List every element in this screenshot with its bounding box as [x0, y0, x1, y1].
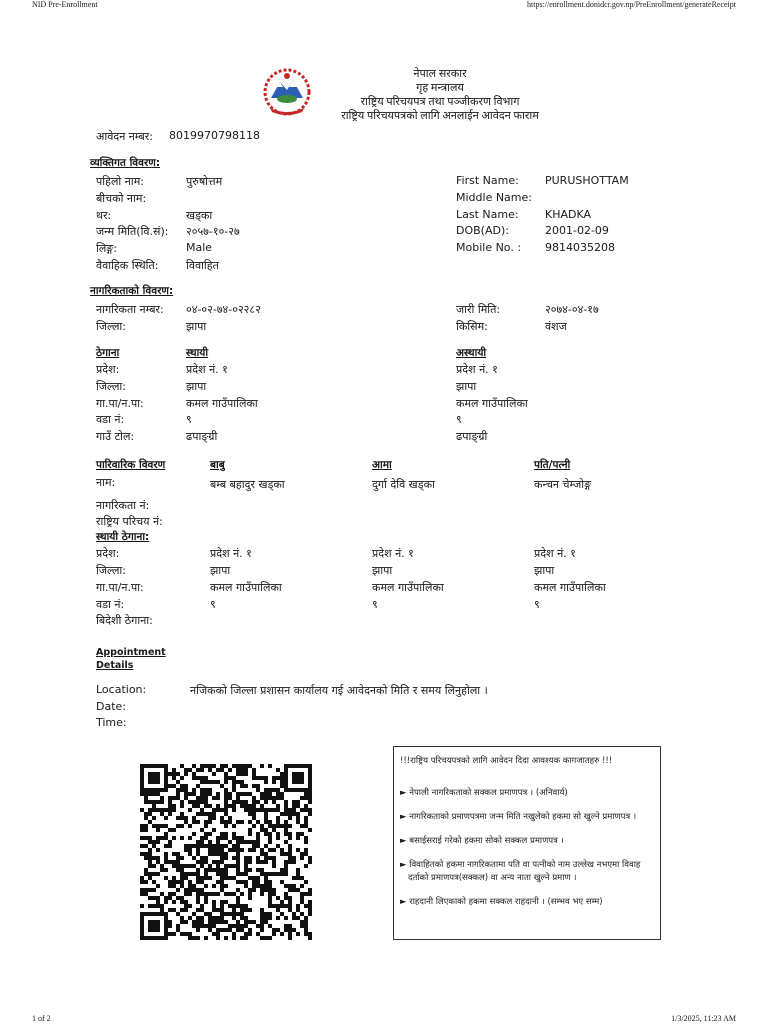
- heading-department: राष्ट्रिय परिचयपत्र तथा पञ्जीकरण विभाग: [360, 96, 520, 108]
- dob-ad: 2001-02-09: [545, 224, 609, 237]
- date-label: Date:: [96, 700, 126, 713]
- address-tole-label: गाउँ टोल:: [96, 430, 135, 443]
- issue-date-label: जारी मिति:: [456, 303, 501, 316]
- appointment-location: नजिकको जिल्ला प्रशासन कार्यालय गई आवेदनको मिति र समय लिनुहोला ।: [190, 684, 488, 697]
- mother-name: दुर्गा देवि खड्का: [372, 478, 435, 491]
- gender-label: लिङ्ग:: [96, 242, 117, 255]
- issue-date: २०७४-०४-१७: [545, 303, 599, 316]
- application-number-label: आवेदन नम्बर:: [96, 130, 153, 143]
- spouse-ward: ९: [534, 598, 540, 611]
- mother-header: आमा: [372, 459, 392, 471]
- citizenship-type-label: किसिम:: [456, 320, 488, 333]
- heading-ministry: गृह मन्त्रालय: [416, 82, 464, 94]
- mother-province: प्रदेश नं. १: [372, 547, 414, 560]
- family-ward-label: वडा नं:: [96, 598, 125, 611]
- appointment-section-title-line1: Appointment: [96, 647, 166, 658]
- first-name-np-label: पहिलो नाम:: [96, 175, 144, 188]
- temporary-ward: ९: [456, 413, 462, 426]
- mother-municipality: कमल गाउँपालिका: [372, 581, 444, 594]
- temporary-tole: ढपाङ्ग्री: [456, 430, 488, 443]
- qr-code-icon: [140, 764, 312, 940]
- temporary-municipality: कमल गाउँपालिका: [456, 397, 528, 410]
- surname-np: खड्का: [186, 209, 213, 222]
- marital-label: वैवाहिक स्थिति:: [96, 259, 159, 272]
- temporary-district: झापा: [456, 380, 477, 393]
- mother-ward: ९: [372, 598, 378, 611]
- gender: Male: [186, 241, 213, 254]
- marital-status: विवाहित: [186, 259, 219, 272]
- address-province-label: प्रदेश:: [96, 363, 120, 376]
- document-item-3: ► बसाईसराई गरेको हकमा सोको सक्कल प्रमाणपत्र ।: [400, 836, 564, 846]
- citizenship-section-title: नागरिकताको विवरण:: [90, 285, 174, 297]
- temporary-address-header: अस्थायी: [456, 347, 487, 359]
- surname-np-label: थर:: [96, 209, 112, 222]
- print-datetime: 1/3/2025, 11:23 AM: [671, 1014, 736, 1023]
- required-documents-box: [393, 746, 661, 940]
- citizenship-district: झापा: [186, 320, 207, 333]
- father-header: बाबु: [210, 459, 225, 471]
- mobile-label: Mobile No. :: [456, 241, 522, 254]
- permanent-address-header: स्थायी: [186, 347, 209, 359]
- family-municipality-label: गा.पा/न.पा:: [96, 581, 144, 594]
- mother-district: झापा: [372, 564, 393, 577]
- document-item-4: ► विवाहितको हकमा नागरिकतामा पति वा पत्नीको नाम उल्लेख नभएमा विवाह: [400, 860, 641, 870]
- spouse-header: पति/पत्नी: [534, 459, 571, 471]
- foreign-address-label: बिदेशी ठेगाना:: [96, 614, 153, 627]
- family-permanent-address-title: स्थायी ठेगाना:: [96, 531, 150, 543]
- permanent-tole: ढपाङ्ग्री: [186, 430, 218, 443]
- spouse-name: कन्चन चेम्जोङ्ग: [534, 478, 592, 491]
- document-item-1: ► नेपाली नागरिकताको सक्कल प्रमाणपत्र । (अनिवार्य): [400, 788, 568, 798]
- citizenship-number-label: नागरिकता नम्बर:: [96, 303, 164, 316]
- address-section-title: ठेगाना: [96, 347, 120, 359]
- family-name-label: नाम:: [96, 476, 116, 489]
- print-page-number: 1 of 2: [32, 1014, 51, 1023]
- mobile-number: 9814035208: [545, 241, 615, 254]
- last-name-en-label: Last Name:: [456, 208, 519, 221]
- spouse-municipality: कमल गाउँपालिका: [534, 581, 606, 594]
- last-name-en: KHADKA: [545, 208, 592, 221]
- time-label: Time:: [96, 716, 127, 729]
- middle-name-en-label: Middle Name:: [456, 191, 532, 204]
- first-name-en-label: First Name:: [456, 174, 519, 187]
- spouse-province: प्रदेश नं. १: [534, 547, 576, 560]
- family-province-label: प्रदेश:: [96, 547, 120, 560]
- address-district-label: जिल्ला:: [96, 380, 126, 393]
- document-item-4-continued: दर्ताको प्रमाणपत्र(सक्कल) वा अन्य नाता खुल्ने प्रमाण ।: [408, 873, 577, 883]
- appointment-section-title-line2: Details: [96, 660, 134, 671]
- family-nid-label: राष्ट्रिय परिचय नं:: [96, 515, 163, 528]
- address-municipality-label: गा.पा/न.पा:: [96, 397, 144, 410]
- first-name-np: पुरुषोत्तम: [186, 175, 223, 188]
- father-name: बम्ब बहादुर खड्का: [210, 478, 285, 491]
- location-label: Location:: [96, 683, 147, 696]
- dob-bs-label: जन्म मिति(वि.सं):: [96, 225, 169, 238]
- personal-section-title: व्यक्तिगत विवरण:: [90, 157, 161, 169]
- family-citizenship-label: नागरिकता नं:: [96, 499, 150, 512]
- document-item-5: ► राहदानी लिएकाको हकमा सक्कल राहदानी । (सम्भव भए सम्म): [400, 897, 603, 907]
- print-url: https://enrollment.donidcr.gov.np/PreEnrollment/generateReceipt: [527, 0, 736, 9]
- documents-title: !!!राष्ट्रिय परिचयपत्रको लागि आवेदन दिदा आवश्यक कागजातहरु !!!: [400, 756, 613, 766]
- application-number: 8019970798118: [169, 129, 260, 142]
- spouse-district: झापा: [534, 564, 555, 577]
- dob-ad-label: DOB(AD):: [456, 224, 509, 237]
- father-ward: ९: [210, 598, 216, 611]
- father-district: झापा: [210, 564, 231, 577]
- middle-name-np-label: बीचको नाम:: [96, 192, 147, 205]
- document-item-2: ► नागरिकताको प्रमाणपत्रमा जन्म मिति नखुलेको हकमा सो खुल्ने प्रमाणपत्र ।: [400, 812, 637, 822]
- first-name-en: PURUSHOTTAM: [545, 174, 629, 187]
- permanent-district: झापा: [186, 380, 207, 393]
- address-ward-label: वडा नं:: [96, 413, 125, 426]
- print-page-title: NID Pre-Enrollment: [32, 0, 98, 9]
- permanent-ward: ९: [186, 413, 192, 426]
- citizenship-type: वंशज: [545, 320, 567, 333]
- permanent-municipality: कमल गाउँपालिका: [186, 397, 258, 410]
- dob-bs: २०५७-१०-२७: [186, 225, 240, 238]
- permanent-province: प्रदेश नं. १: [186, 363, 228, 376]
- father-municipality: कमल गाउँपालिका: [210, 581, 282, 594]
- citizenship-number: ०४-०२-७४-०२२८२: [186, 303, 261, 316]
- father-province: प्रदेश नं. १: [210, 547, 252, 560]
- family-district-label: जिल्ला:: [96, 564, 126, 577]
- temporary-province: प्रदेश नं. १: [456, 363, 498, 376]
- citizenship-district-label: जिल्ला:: [96, 320, 126, 333]
- heading-gov: नेपाल सरकार: [413, 68, 467, 80]
- heading-form-title: राष्ट्रिय परिचयपत्रको लागि अनलाईन आवेदन फाराम: [341, 110, 539, 122]
- family-section-title: पारिवारिक विवरण: [96, 459, 166, 471]
